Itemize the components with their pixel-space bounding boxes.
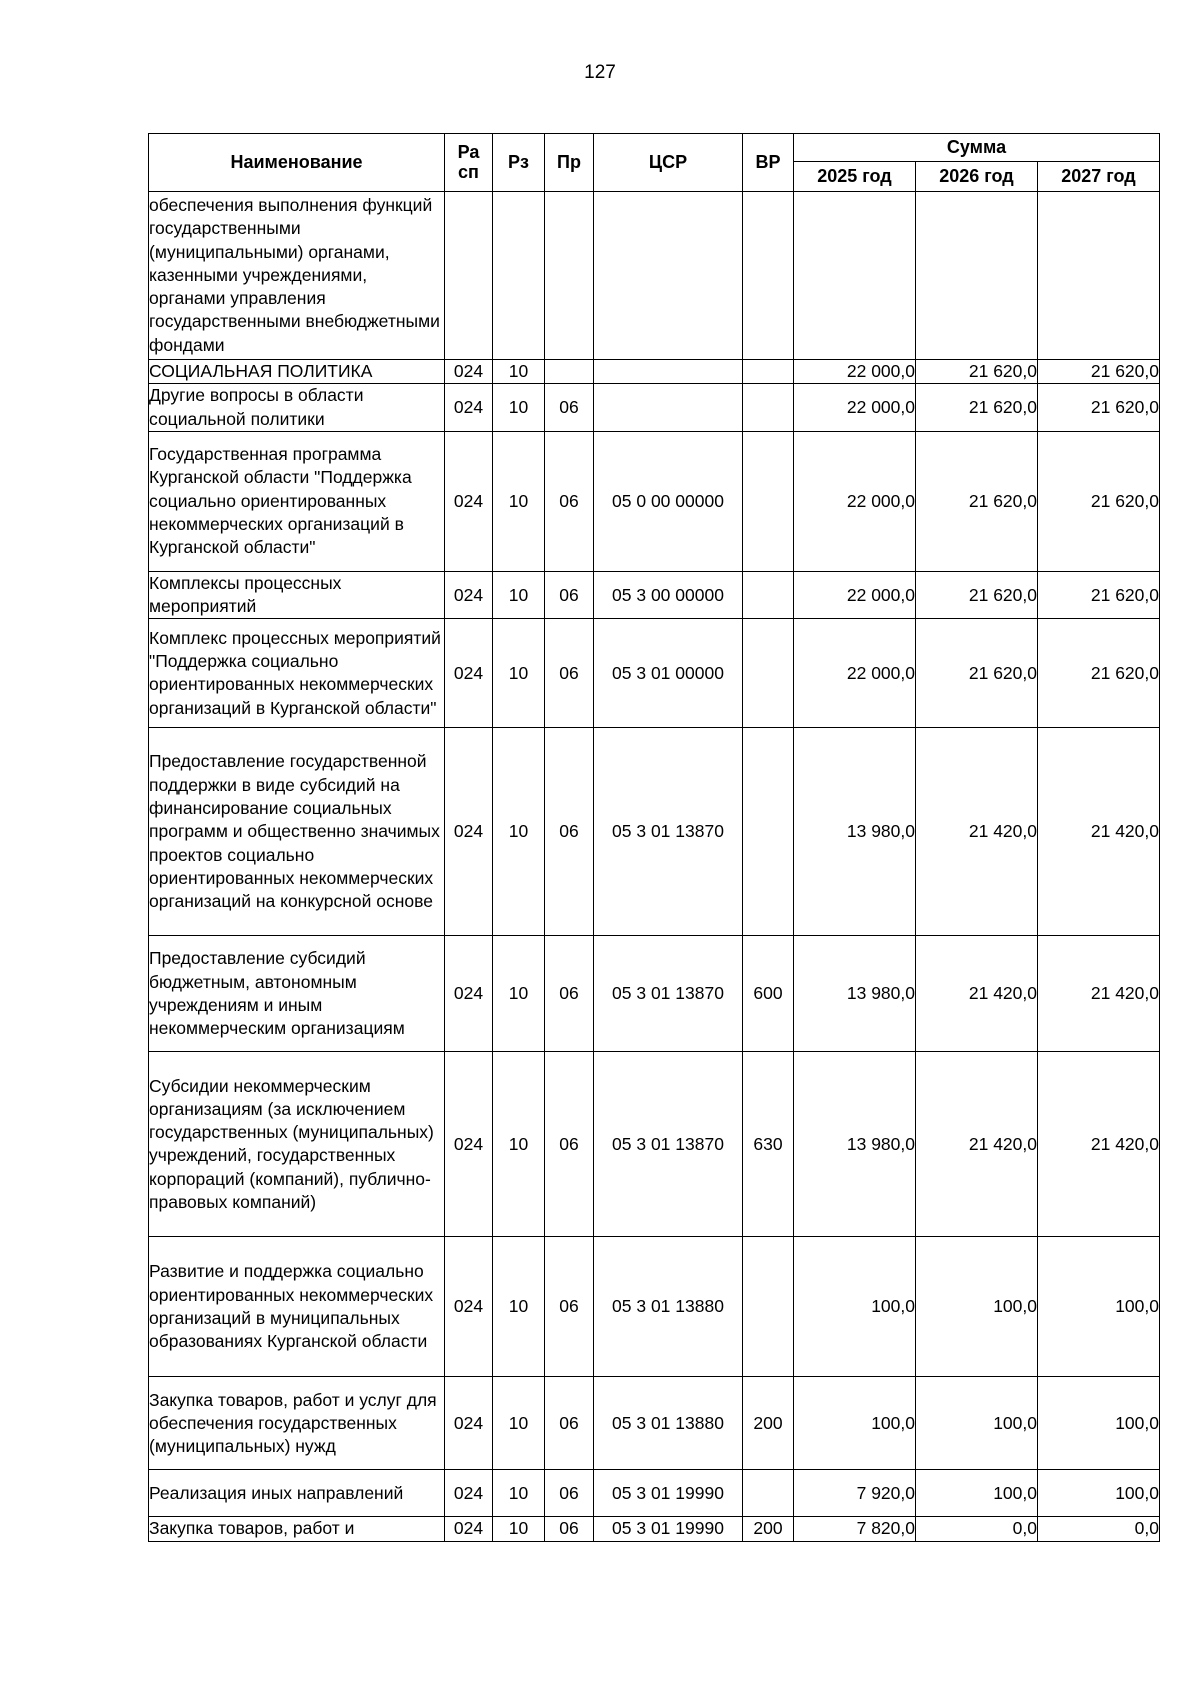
cell-2025: 13 980,0 — [794, 936, 916, 1052]
cell-rasp: 024 — [445, 431, 493, 571]
cell-name: Развитие и поддержка социально ориентированных некоммерческих организаций в муниципальных образованиях Курганской области — [149, 1237, 445, 1377]
cell-2025: 100,0 — [794, 1377, 916, 1470]
header-rz: Рз — [493, 134, 545, 192]
cell-pr — [545, 192, 594, 360]
cell-2027: 100,0 — [1038, 1237, 1160, 1377]
cell-2027: 21 620,0 — [1038, 431, 1160, 571]
cell-2027: 100,0 — [1038, 1470, 1160, 1517]
header-pr: Пр — [545, 134, 594, 192]
cell-rasp: 024 — [445, 571, 493, 619]
cell-rz: 10 — [493, 1052, 545, 1237]
cell-csr — [594, 192, 743, 360]
cell-rz: 10 — [493, 1517, 545, 1541]
cell-2027: 21 420,0 — [1038, 1052, 1160, 1237]
table-row — [149, 936, 1160, 1052]
cell-2025: 13 980,0 — [794, 1052, 916, 1237]
cell-2026 — [916, 192, 1038, 360]
cell-rasp: 024 — [445, 1377, 493, 1470]
cell-rz: 10 — [493, 619, 545, 728]
cell-pr: 06 — [545, 571, 594, 619]
cell-rz: 10 — [493, 431, 545, 571]
cell-rasp: 024 — [445, 728, 493, 936]
cell-2026: 0,0 — [916, 1517, 1038, 1541]
cell-csr: 05 3 01 00000 — [594, 619, 743, 728]
cell-csr: 05 3 00 00000 — [594, 571, 743, 619]
cell-vr — [743, 360, 794, 384]
cell-2025: 22 000,0 — [794, 431, 916, 571]
cell-rasp: 024 — [445, 360, 493, 384]
cell-2025 — [794, 192, 916, 360]
cell-vr — [743, 571, 794, 619]
cell-rz: 10 — [493, 1377, 545, 1470]
cell-2025: 22 000,0 — [794, 571, 916, 619]
cell-2025: 7 820,0 — [794, 1517, 916, 1541]
header-csr: ЦСР — [594, 134, 743, 192]
cell-csr — [594, 360, 743, 384]
cell-2026: 21 620,0 — [916, 431, 1038, 571]
cell-vr — [743, 431, 794, 571]
cell-pr: 06 — [545, 1517, 594, 1541]
cell-rz: 10 — [493, 1237, 545, 1377]
cell-vr — [743, 384, 794, 432]
table-row — [149, 1517, 1160, 1541]
cell-2027: 0,0 — [1038, 1517, 1160, 1541]
cell-2026: 21 420,0 — [916, 936, 1038, 1052]
cell-csr: 05 0 00 00000 — [594, 431, 743, 571]
cell-name: Реализация иных направлений — [149, 1470, 445, 1517]
header-rasp: Ра сп — [445, 134, 493, 192]
cell-2026: 21 620,0 — [916, 619, 1038, 728]
cell-vr — [743, 192, 794, 360]
cell-2027: 100,0 — [1038, 1377, 1160, 1470]
cell-rasp: 024 — [445, 1052, 493, 1237]
cell-name: Предоставление субсидий бюджетным, автономным учреждениям и иным некоммерческим организациям — [149, 936, 445, 1052]
cell-rasp: 024 — [445, 384, 493, 432]
cell-rz: 10 — [493, 571, 545, 619]
header-name: Наименование — [149, 134, 445, 192]
cell-2026: 21 620,0 — [916, 384, 1038, 432]
cell-rasp: 024 — [445, 936, 493, 1052]
cell-pr: 06 — [545, 619, 594, 728]
table-row — [149, 384, 1160, 432]
cell-2027 — [1038, 192, 1160, 360]
table-header — [149, 134, 1160, 192]
header-2025: 2025 год — [794, 162, 916, 192]
cell-vr: 600 — [743, 936, 794, 1052]
cell-csr: 05 3 01 19990 — [594, 1470, 743, 1517]
cell-rasp: 024 — [445, 619, 493, 728]
cell-name: Закупка товаров, работ и услуг для обеспечения государственных (муниципальных) нужд — [149, 1377, 445, 1470]
cell-vr — [743, 1470, 794, 1517]
cell-vr — [743, 619, 794, 728]
cell-2025: 22 000,0 — [794, 384, 916, 432]
cell-name: Другие вопросы в области социальной политики — [149, 384, 445, 432]
table-row — [149, 192, 1160, 360]
cell-rasp — [445, 192, 493, 360]
budget-table — [148, 133, 1160, 1542]
cell-name: Комплексы процессных мероприятий — [149, 571, 445, 619]
cell-2026: 100,0 — [916, 1470, 1038, 1517]
cell-pr: 06 — [545, 1377, 594, 1470]
cell-name: Предоставление государственной поддержки в виде субсидий на финансирование социальных программ и общественно значимых проектов социально ориентированных некоммерческих организаций на конкурсной основе — [149, 728, 445, 936]
cell-vr — [743, 728, 794, 936]
cell-pr: 06 — [545, 936, 594, 1052]
cell-2025: 100,0 — [794, 1237, 916, 1377]
cell-pr: 06 — [545, 1052, 594, 1237]
table-row — [149, 619, 1160, 728]
cell-name: Государственная программа Курганской области "Поддержка социально ориентированных некоммерческих организаций в Курганской области" — [149, 431, 445, 571]
cell-2027: 21 620,0 — [1038, 571, 1160, 619]
cell-rasp: 024 — [445, 1517, 493, 1541]
cell-name: СОЦИАЛЬНАЯ ПОЛИТИКА — [149, 360, 445, 384]
cell-rz — [493, 192, 545, 360]
cell-2026: 100,0 — [916, 1237, 1038, 1377]
cell-rz: 10 — [493, 728, 545, 936]
cell-2025: 22 000,0 — [794, 360, 916, 384]
table-row — [149, 1052, 1160, 1237]
cell-rz: 10 — [493, 384, 545, 432]
cell-csr: 05 3 01 13870 — [594, 936, 743, 1052]
cell-2027: 21 620,0 — [1038, 619, 1160, 728]
header-vr: ВР — [743, 134, 794, 192]
cell-vr — [743, 1237, 794, 1377]
header-sum: Сумма — [794, 134, 1160, 162]
cell-name: Закупка товаров, работ и — [149, 1517, 445, 1541]
header-2027: 2027 год — [1038, 162, 1160, 192]
cell-2027: 21 420,0 — [1038, 728, 1160, 936]
cell-name: обеспечения выполнения функций государственными (муниципальными) органами, казенными учреждениями, органами управления государственными внебюджетными фондами — [149, 192, 445, 360]
cell-name: Субсидии некоммерческим организациям (за исключением государственных (муниципальных) учреждений, государственных корпораций (компаний), публично-правовых компаний) — [149, 1052, 445, 1237]
cell-vr: 200 — [743, 1517, 794, 1541]
cell-2025: 7 920,0 — [794, 1470, 916, 1517]
cell-csr: 05 3 01 13870 — [594, 728, 743, 936]
cell-pr: 06 — [545, 728, 594, 936]
table-row — [149, 1377, 1160, 1470]
cell-name: Комплекс процессных мероприятий "Поддержка социально ориентированных некоммерческих организаций в Курганской области" — [149, 619, 445, 728]
cell-2025: 13 980,0 — [794, 728, 916, 936]
cell-pr: 06 — [545, 1237, 594, 1377]
table-body — [149, 192, 1160, 1542]
cell-pr: 06 — [545, 431, 594, 571]
table-row — [149, 431, 1160, 571]
cell-rz: 10 — [493, 360, 545, 384]
cell-csr: 05 3 01 19990 — [594, 1517, 743, 1541]
cell-vr: 200 — [743, 1377, 794, 1470]
cell-2026: 21 620,0 — [916, 571, 1038, 619]
cell-vr: 630 — [743, 1052, 794, 1237]
cell-csr: 05 3 01 13880 — [594, 1237, 743, 1377]
cell-rasp: 024 — [445, 1237, 493, 1377]
cell-rasp: 024 — [445, 1470, 493, 1517]
cell-2027: 21 420,0 — [1038, 936, 1160, 1052]
table-row — [149, 1237, 1160, 1377]
cell-2027: 21 620,0 — [1038, 360, 1160, 384]
cell-2027: 21 620,0 — [1038, 384, 1160, 432]
table-row — [149, 1470, 1160, 1517]
cell-2026: 21 420,0 — [916, 1052, 1038, 1237]
header-2026: 2026 год — [916, 162, 1038, 192]
table-row — [149, 728, 1160, 936]
cell-csr — [594, 384, 743, 432]
cell-rz: 10 — [493, 936, 545, 1052]
cell-csr: 05 3 01 13870 — [594, 1052, 743, 1237]
cell-csr: 05 3 01 13880 — [594, 1377, 743, 1470]
cell-2026: 100,0 — [916, 1377, 1038, 1470]
cell-2026: 21 620,0 — [916, 360, 1038, 384]
cell-rz: 10 — [493, 1470, 545, 1517]
cell-pr: 06 — [545, 1470, 594, 1517]
cell-2025: 22 000,0 — [794, 619, 916, 728]
table-row — [149, 571, 1160, 619]
cell-pr — [545, 360, 594, 384]
cell-pr: 06 — [545, 384, 594, 432]
cell-2026: 21 420,0 — [916, 728, 1038, 936]
table-row — [149, 360, 1160, 384]
page-number: 127 — [584, 62, 616, 83]
